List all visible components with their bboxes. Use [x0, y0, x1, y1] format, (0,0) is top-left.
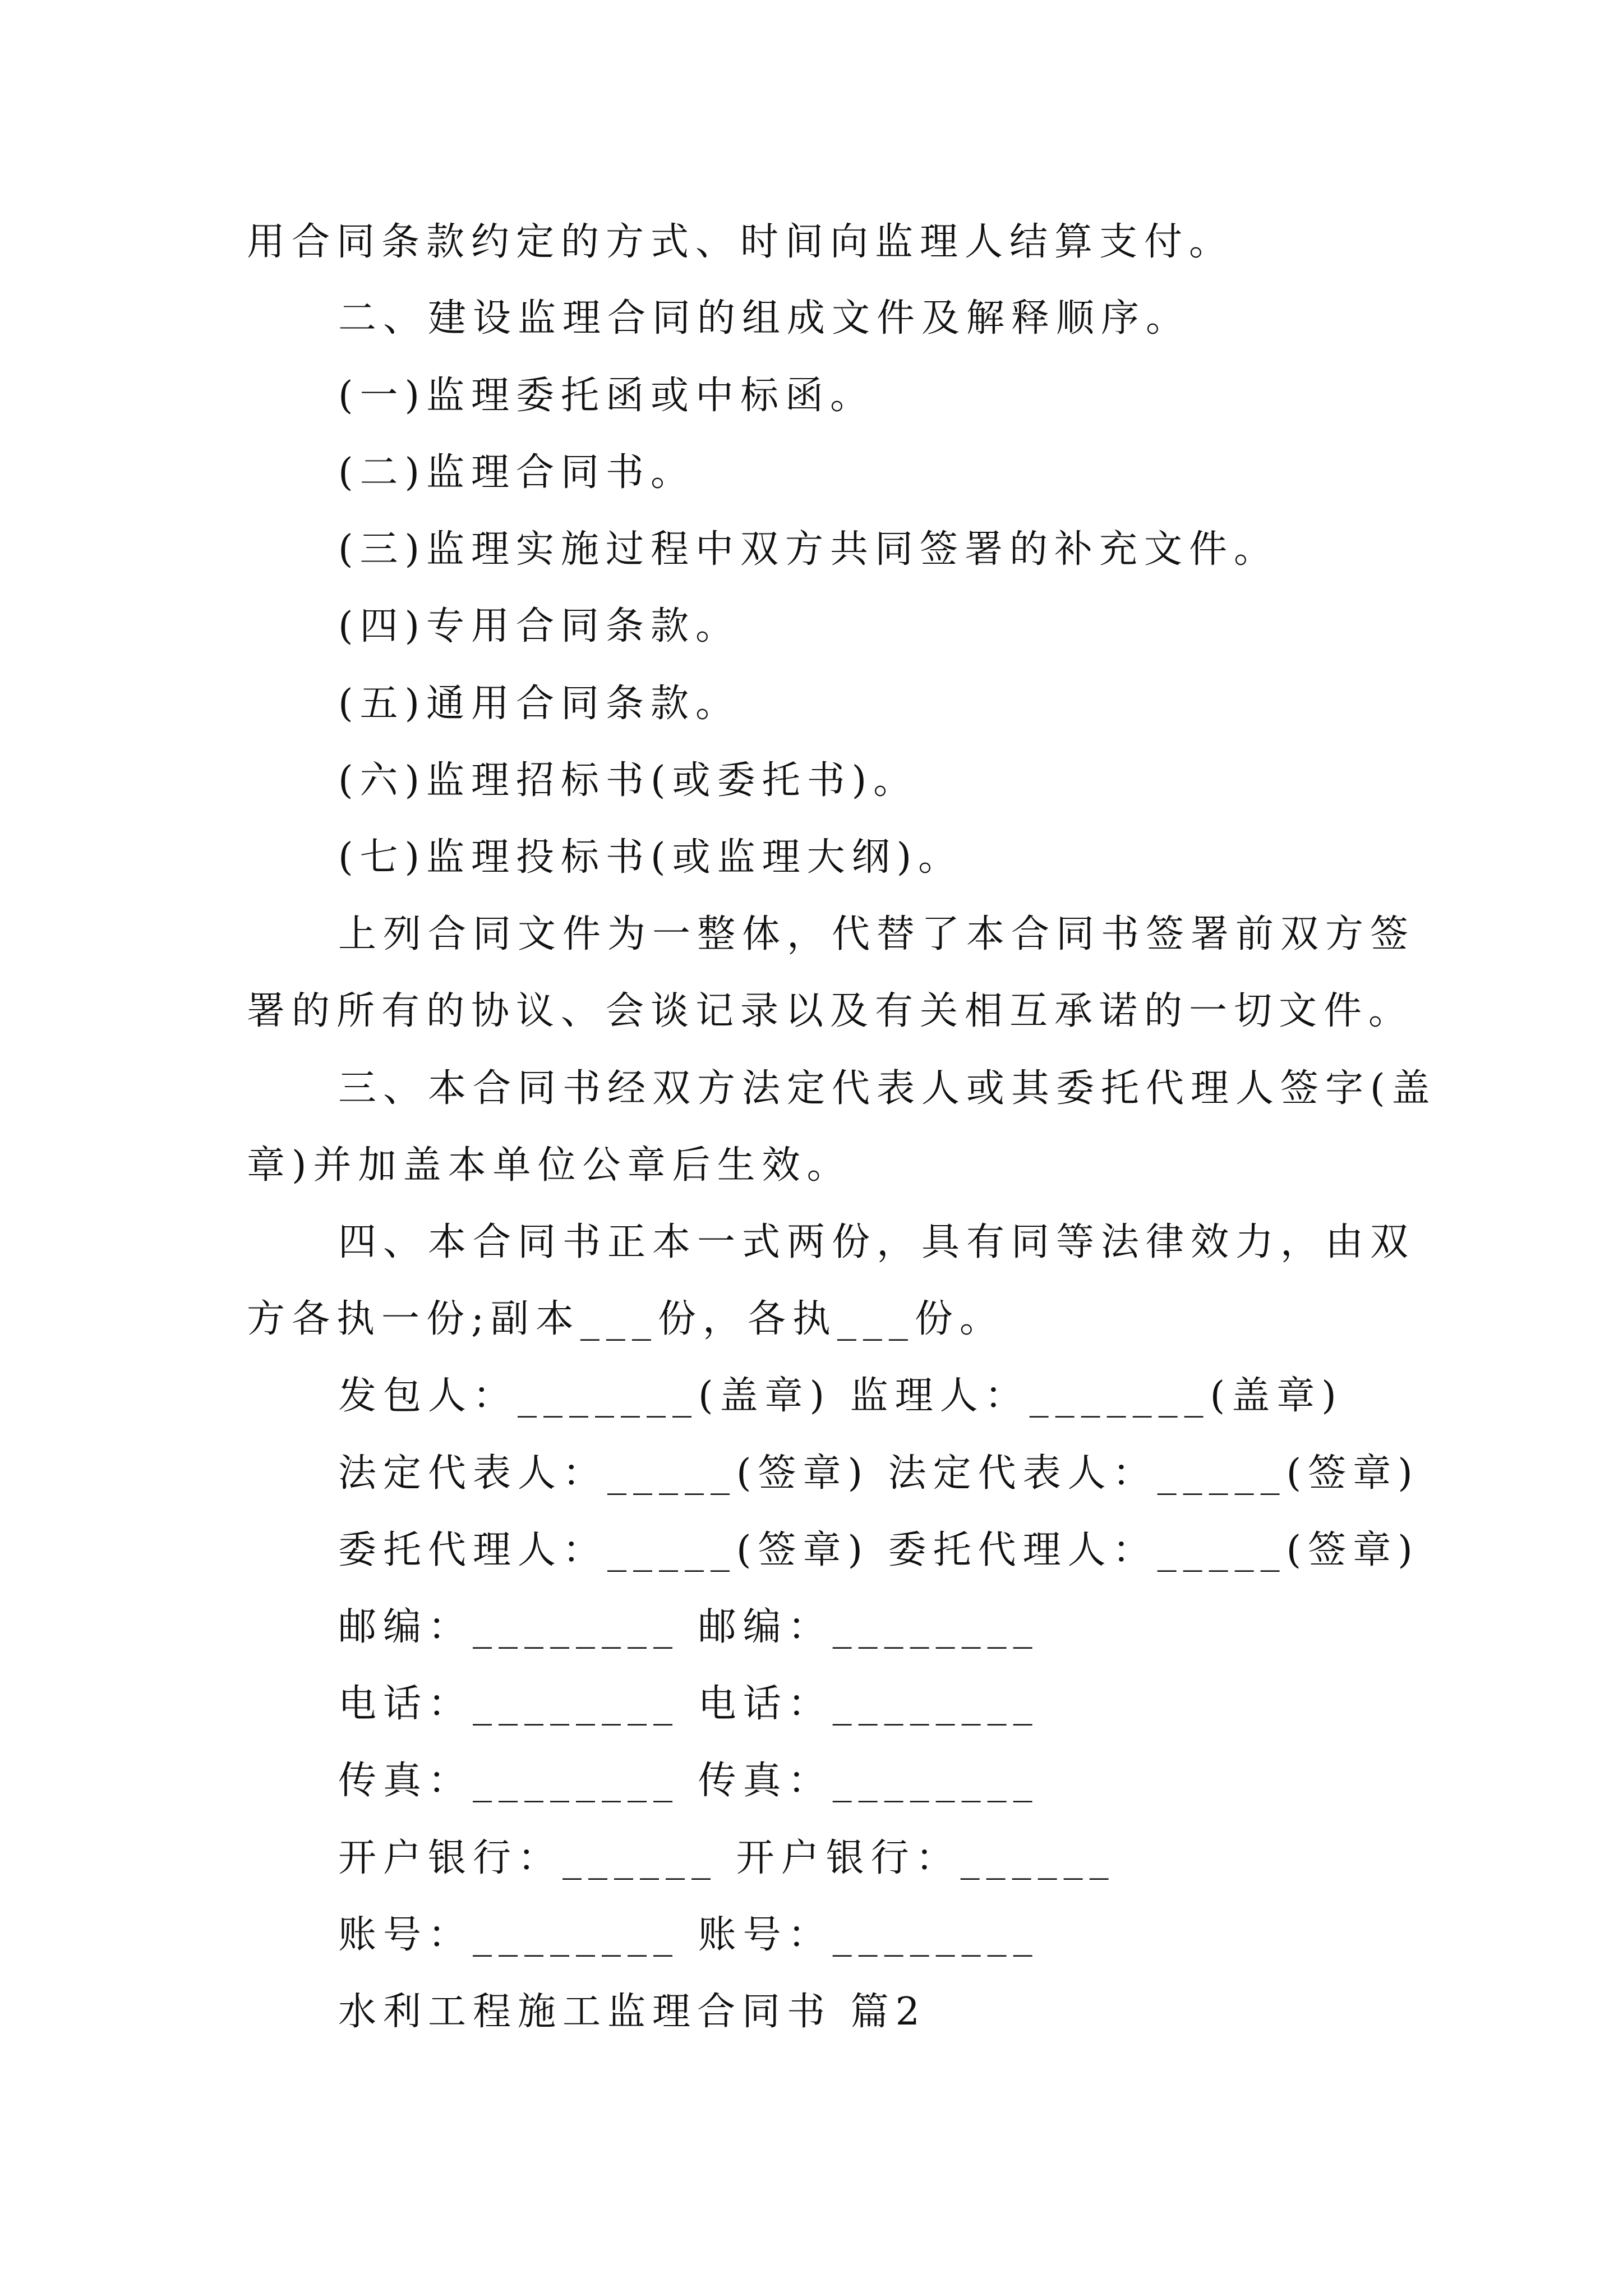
- contact-field-row: 传真：________ 传真：________: [338, 1759, 1039, 1803]
- signature-field-row: 发包人：_______(盖章) 监理人：_______(盖章): [338, 1374, 1343, 1418]
- paragraph-line: 四、本合同书正本一式两份，具有同等法律效力，由双: [338, 1220, 1415, 1264]
- contact-field-row: 开户银行：______ 开户银行：______: [338, 1836, 1115, 1880]
- paragraph-line: 上列合同文件为一整体，代替了本合同书签署前双方签: [338, 912, 1415, 956]
- list-item: (一)监理委托函或中标函。: [338, 374, 875, 418]
- paragraph-line: 章)并加盖本单位公章后生效。: [247, 1143, 852, 1188]
- paragraph-line: 方各执一份;副本___份，各执___份。: [247, 1297, 1004, 1341]
- list-item: (三)监理实施过程中双方共同签署的补充文件。: [338, 527, 1279, 572]
- contact-field-row: 电话：________ 电话：________: [338, 1682, 1039, 1726]
- section-title: 水利工程施工监理合同书 篇2: [338, 1990, 926, 2034]
- list-item: (六)监理招标书(或委托书)。: [338, 758, 919, 803]
- list-item: (五)通用合同条款。: [338, 682, 741, 726]
- list-item: (四)专用合同条款。: [338, 604, 741, 648]
- paragraph-line: 三、本合同书经双方法定代表人或其委托代理人签字(盖: [338, 1066, 1437, 1111]
- contact-field-row: 账号：________ 账号：________: [338, 1913, 1039, 1957]
- paragraph-line: 用合同条款约定的方式、时间向监理人结算支付。: [247, 220, 1234, 264]
- signature-field-row: 委托代理人：_____(签章) 委托代理人：_____(签章): [338, 1528, 1419, 1572]
- contact-field-row: 邮编：________ 邮编：________: [338, 1605, 1039, 1649]
- section-heading: 二、建设监理合同的组成文件及解释顺序。: [338, 296, 1191, 341]
- list-item: (七)监理投标书(或监理大纲)。: [338, 835, 963, 880]
- list-item: (二)监理合同书。: [338, 450, 696, 495]
- signature-field-row: 法定代表人：_____(签章) 法定代表人：_____(签章): [338, 1451, 1419, 1496]
- paragraph-line: 署的所有的协议、会谈记录以及有关相互承诺的一切文件。: [247, 989, 1414, 1033]
